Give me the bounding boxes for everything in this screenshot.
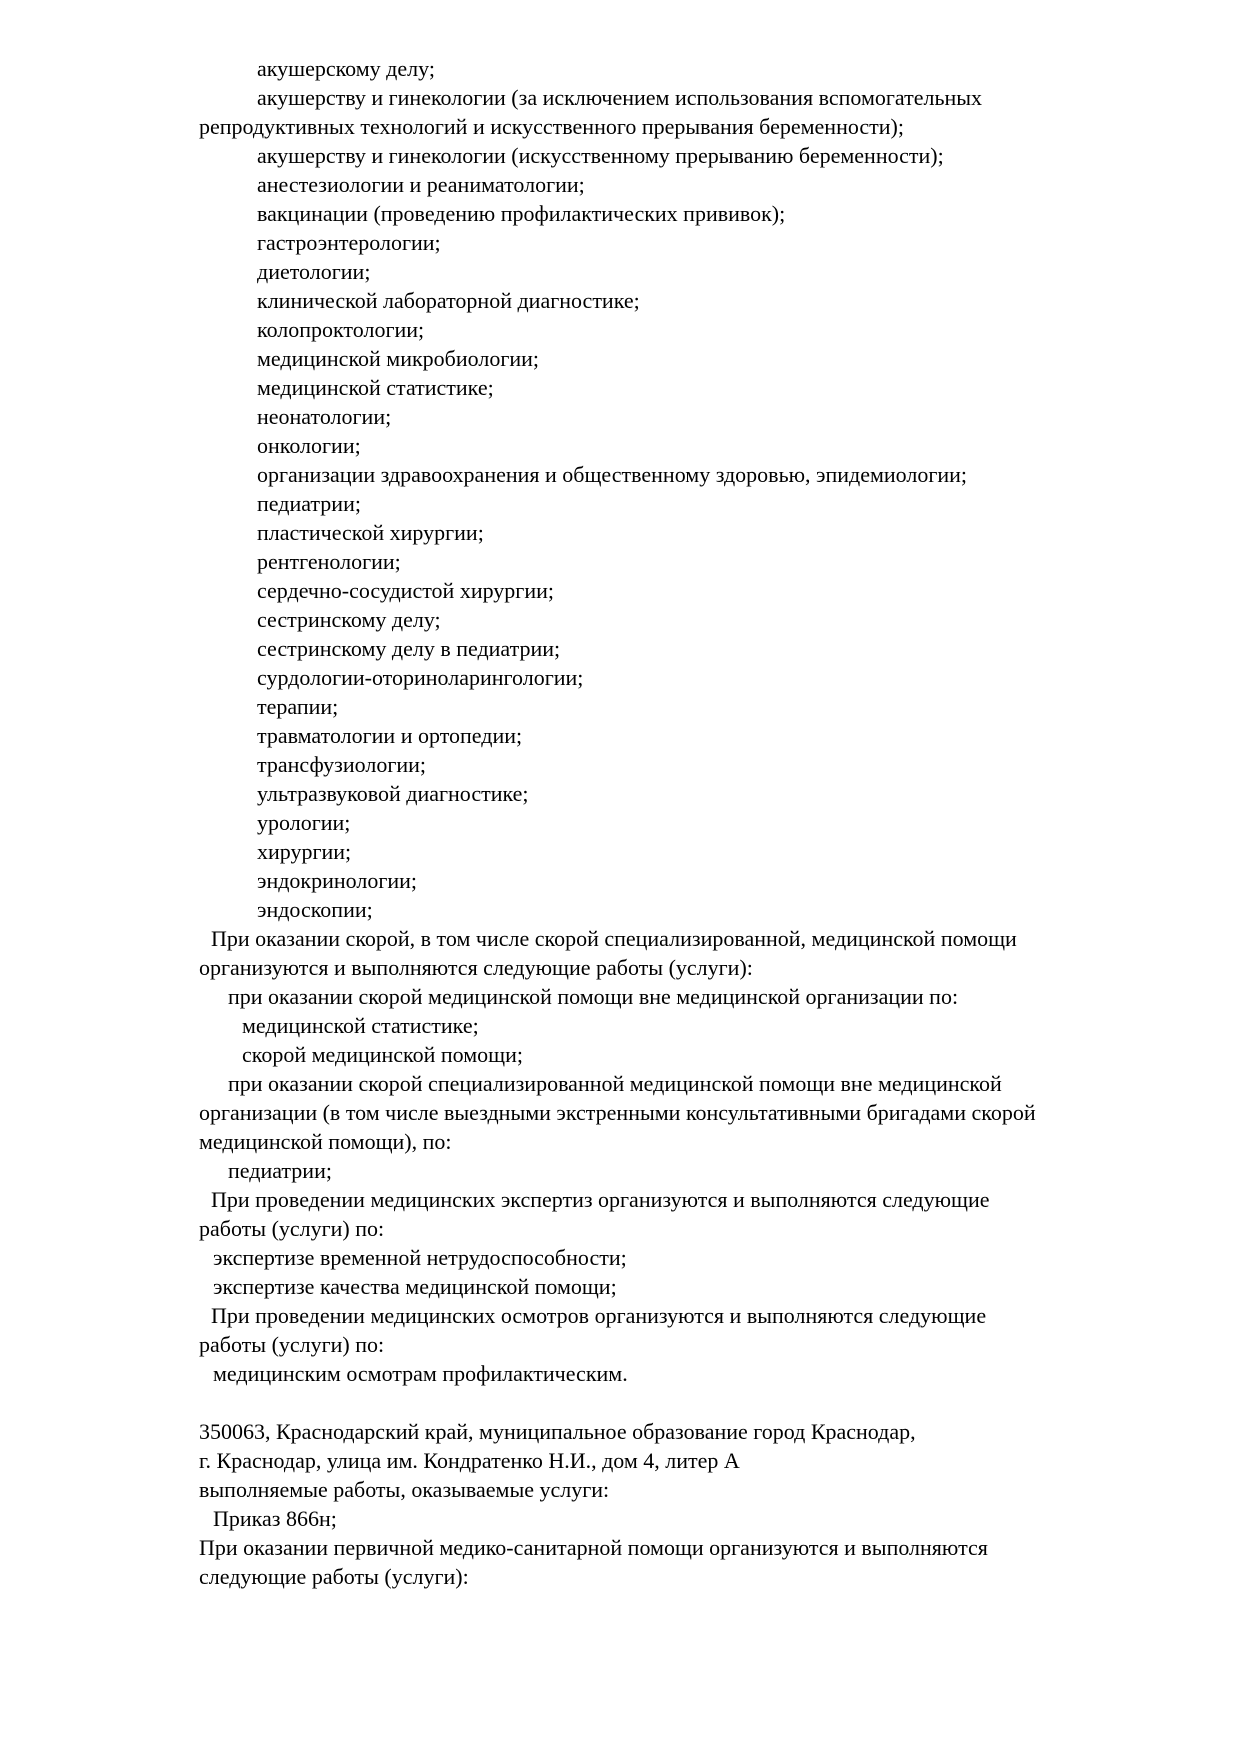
specialty-item: травматологии и ортопедии; xyxy=(257,723,523,748)
primary-care-specialties-section xyxy=(199,54,1042,924)
emergency-care-intro: При оказании скорой, в том числе скорой специализированной, медицинской помощи организуются и выполняются следующие работы (услуги): xyxy=(199,926,1017,980)
specialty-item: урологии; xyxy=(257,810,351,835)
examinations-item: медицинским осмотрам профилактическим. xyxy=(213,1361,628,1386)
specialty-item: сурдологии-оториноларингологии; xyxy=(257,665,584,690)
specialty-item: сердечно-сосудистой хирургии; xyxy=(257,578,554,603)
emergency-specialized-item: педиатрии; xyxy=(228,1158,332,1183)
address-line: 350063, Краснодарский край, муниципальное образование город Краснодар, xyxy=(199,1419,916,1444)
primary-care-intro: При оказании первичной медико-санитарной помощи организуются и выполняются следующие работы (услуги): xyxy=(199,1535,988,1589)
emergency-outside-org-item: медицинской статистике; xyxy=(242,1013,479,1038)
emergency-outside-org-heading: при оказании скорой медицинской помощи вне медицинской организации по: xyxy=(228,984,959,1009)
emergency-outside-org-item: скорой медицинской помощи; xyxy=(242,1042,524,1067)
specialty-item: гастроэнтерологии; xyxy=(257,230,441,255)
specialty-item: клинической лабораторной диагностике; xyxy=(257,288,640,313)
specialty-item: онкологии; xyxy=(257,433,361,458)
specialty-item: вакцинации (проведению профилактических прививок); xyxy=(257,201,786,226)
blank-line xyxy=(199,1388,1042,1417)
specialty-item: эндоскопии; xyxy=(257,897,373,922)
specialty-item: ультразвуковой диагностике; xyxy=(257,781,529,806)
specialty-item: трансфузиологии; xyxy=(257,752,426,777)
address-section xyxy=(199,1417,1042,1591)
specialty-item: колопроктологии; xyxy=(257,317,425,342)
emergency-care-section xyxy=(199,924,1042,1185)
specialty-item: сестринскому делу; xyxy=(257,607,441,632)
address-line: г. Краснодар, улица им. Кондратенко Н.И., дом 4, литер А xyxy=(199,1448,740,1473)
specialty-item: медицинской статистике; xyxy=(257,375,494,400)
specialty-item: неонатологии; xyxy=(257,404,392,429)
expertise-item: экспертизе качества медицинской помощи; xyxy=(213,1274,617,1299)
license-works-document xyxy=(199,54,1042,1591)
specialty-item: эндокринологии; xyxy=(257,868,418,893)
emergency-specialized-heading: при оказании скорой специализированной медицинской помощи вне медицинской организации (в том числе выездными экстренными консультативными бригадами скорой медицинской помощи), по: xyxy=(199,1071,1036,1154)
specialty-item: организации здравоохранения и общественному здоровью, эпидемиологии; xyxy=(257,462,968,487)
specialty-item: терапии; xyxy=(257,694,339,719)
specialty-item: акушерству и гинекологии (искусственному прерыванию беременности); xyxy=(257,143,944,168)
expertise-intro: При проведении медицинских экспертиз организуются и выполняются следующие работы (услуги) по: xyxy=(199,1187,990,1241)
specialty-item: сестринскому делу в педиатрии; xyxy=(257,636,561,661)
works-services-label: выполняемые работы, оказываемые услуги: xyxy=(199,1477,610,1502)
specialty-item: акушерскому делу; xyxy=(257,56,435,81)
specialty-item: акушерству и гинекологии (за исключением использования вспомогательных репродуктивных технологий и искусственного прерывания беременности); xyxy=(199,85,983,139)
specialty-item: хирургии; xyxy=(257,839,352,864)
specialty-item: рентгенологии; xyxy=(257,549,401,574)
specialty-item: диетологии; xyxy=(257,259,371,284)
specialty-item: пластической хирургии; xyxy=(257,520,484,545)
specialty-item: анестезиологии и реаниматологии; xyxy=(257,172,585,197)
specialty-item: медицинской микробиологии; xyxy=(257,346,540,371)
medical-expertise-section xyxy=(199,1185,1042,1301)
specialty-item: педиатрии; xyxy=(257,491,361,516)
expertise-item: экспертизе временной нетрудоспособности; xyxy=(213,1245,627,1270)
order-reference: Приказ 866н; xyxy=(213,1506,337,1531)
examinations-intro: При проведении медицинских осмотров организуются и выполняются следующие работы (услуги) по: xyxy=(199,1303,987,1357)
medical-examinations-section xyxy=(199,1301,1042,1388)
